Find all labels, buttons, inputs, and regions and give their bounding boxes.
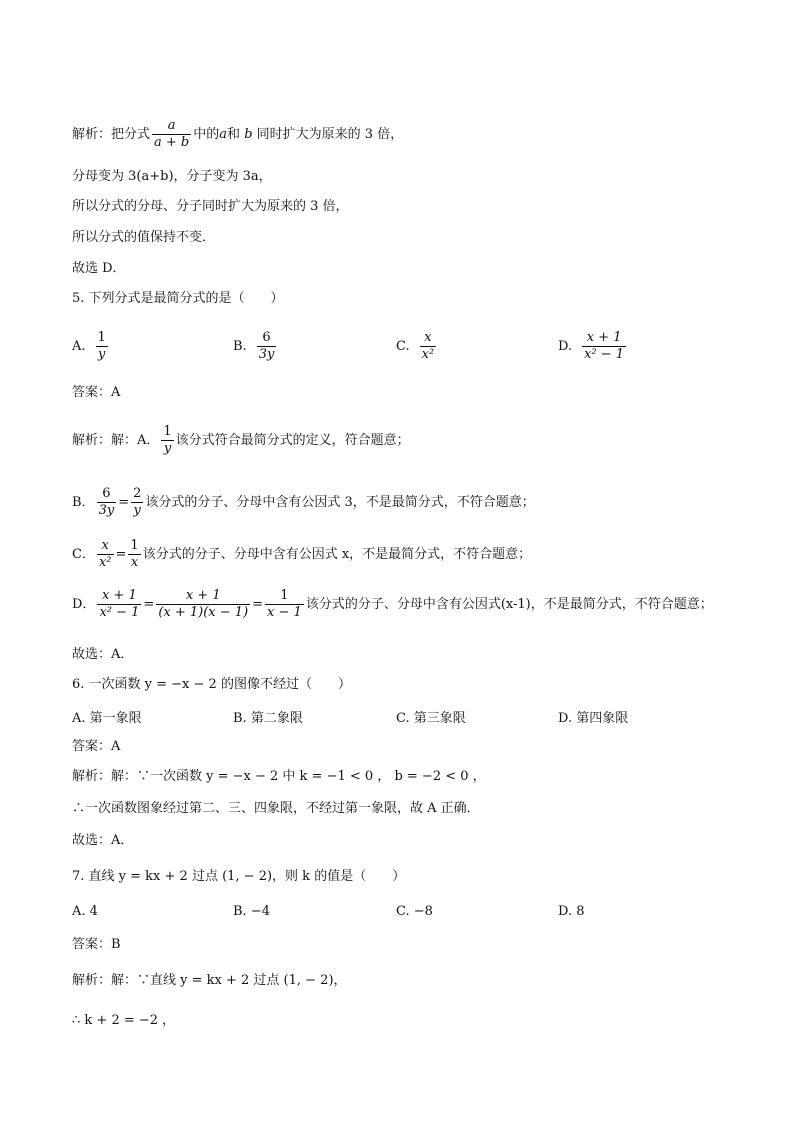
q6-option-a: A. 第一象限: [72, 711, 142, 726]
selection-line: 故选 D．: [72, 261, 126, 276]
text: 该分式的分子、分母中含有公因式 x，不是最简分式，不符合题意；: [142, 547, 532, 562]
text: 该分式的分子、分母中含有公因式 3，不是最简分式，不符合题意；: [145, 495, 535, 510]
denominator: x: [130, 555, 139, 570]
q6-option-b: B. 第二象限: [233, 711, 303, 726]
denominator: 3y: [98, 503, 115, 518]
q7-option-c: C. −8: [396, 904, 433, 919]
equals: =: [252, 597, 264, 612]
fraction: [257, 330, 277, 363]
option-label: B.: [233, 339, 247, 354]
q7-explanation-1: 解析：解：∵直线 y = kx + 2 过点 (1, − 2)，: [72, 973, 347, 988]
numerator: 2: [133, 486, 142, 501]
numerator: a: [152, 118, 191, 135]
denominator: x²: [98, 555, 112, 570]
option-label: C.: [396, 339, 410, 354]
numerator: 6: [257, 330, 277, 347]
text: 解析：解：A．: [72, 433, 160, 448]
question-5: 5. 下列分式是最简分式的是（ ）: [72, 291, 284, 306]
fraction: [420, 330, 437, 363]
q5-explanation-d: [72, 588, 713, 621]
q7-answer: 答案：B: [72, 937, 121, 952]
q7-option-a: A. 4: [72, 904, 98, 919]
q6-explanation-1: 解析：解：∵一次函数 y = −x − 2 中 k = −1 < 0 ， b = −2 < 0 ，: [72, 769, 486, 784]
numerator: 1: [97, 330, 106, 345]
text: 该分式符合最简分式的定义，符合题意；: [175, 433, 410, 448]
numerator: x + 1: [97, 588, 141, 605]
equals: =: [118, 495, 130, 510]
q5-answer: 答案：A: [72, 385, 121, 400]
fraction: [161, 424, 173, 457]
numerator: x + 1: [582, 330, 626, 347]
denominator: x² − 1: [584, 347, 625, 362]
q6-answer: 答案：A: [72, 739, 121, 754]
question-6: 6. 一次函数 y = −x − 2 的图像不经过（ ）: [72, 677, 351, 692]
numerator: x + 1: [156, 588, 250, 605]
text: 该分式的分子、分母中含有公因式(x-1)，不是最简分式，不符合题意；: [305, 597, 713, 612]
explanation-line-1: [72, 118, 403, 151]
q5-option-c: [396, 330, 438, 363]
q6-option-d: D. 第四象限: [558, 711, 629, 726]
text: 解析：把分式: [72, 127, 151, 142]
var-a: a: [219, 127, 228, 142]
denominator: y: [163, 441, 172, 456]
numerator: 6: [97, 486, 117, 503]
q5-option-b: [233, 330, 278, 363]
text: C．: [72, 547, 95, 562]
q6-explanation-2: ∴一次函数图象经过第二、三、四象限，不经过第一象限，故 A 正确．: [72, 801, 480, 816]
text: 和: [227, 127, 241, 142]
denominator: x² − 1: [99, 605, 140, 620]
explanation-line-2: 分母变为 3(a+b)，分子变为 3a，: [72, 169, 272, 184]
numerator: 1: [265, 588, 304, 605]
equals: =: [115, 547, 127, 562]
var-b: b: [244, 127, 253, 142]
q5-explanation-b: [72, 486, 535, 519]
denominator: (x + 1)(x − 1): [158, 605, 249, 620]
fraction: [96, 330, 108, 363]
explanation-line-3: 所以分式的分母、分子同时扩大为原来的 3 倍，: [72, 199, 349, 214]
numerator: 1: [163, 424, 172, 439]
fraction: [152, 118, 191, 151]
question-7: 7. 直线 y = kx + 2 过点 (1, − 2)，则 k 的值是（ ）: [72, 869, 406, 884]
denominator: y: [97, 347, 106, 362]
q6-selection: 故选：A．: [72, 833, 134, 848]
option-label: D.: [558, 339, 573, 354]
q5-explanation-a: [72, 424, 410, 457]
text: 中的: [193, 127, 220, 142]
numerator: x: [420, 330, 437, 347]
fraction: [582, 330, 626, 363]
q5-option-a: [72, 330, 110, 363]
q7-option-d: D. 8: [558, 904, 585, 919]
numerator: 1: [130, 538, 139, 553]
q6-option-c: C. 第三象限: [396, 711, 466, 726]
fraction: [97, 588, 141, 621]
explanation-line-4: 所以分式的值保持不变．: [72, 230, 216, 245]
fraction: [156, 588, 250, 621]
fraction: [128, 538, 140, 571]
equals: =: [143, 597, 155, 612]
text: B．: [72, 495, 95, 510]
fraction: [97, 538, 114, 571]
text: D．: [72, 597, 96, 612]
q7-explanation-2: ∴ k + 2 = −2 ，: [72, 1013, 176, 1028]
denominator: x − 1: [267, 605, 302, 620]
q5-option-d: [558, 330, 628, 363]
fraction: [131, 486, 143, 519]
denominator: x²: [421, 347, 435, 362]
q7-option-b: B. −4: [233, 904, 270, 919]
fraction: [97, 486, 117, 519]
q5-selection: 故选：A．: [72, 647, 134, 662]
option-label: A.: [72, 339, 86, 354]
numerator: x: [97, 538, 114, 555]
text: 同时扩大为原来的 3 倍，: [256, 127, 404, 142]
q5-explanation-c: [72, 538, 531, 571]
denominator: y: [133, 503, 141, 518]
denominator: a + b: [154, 135, 190, 150]
denominator: 3y: [258, 347, 275, 362]
fraction: [265, 588, 304, 621]
